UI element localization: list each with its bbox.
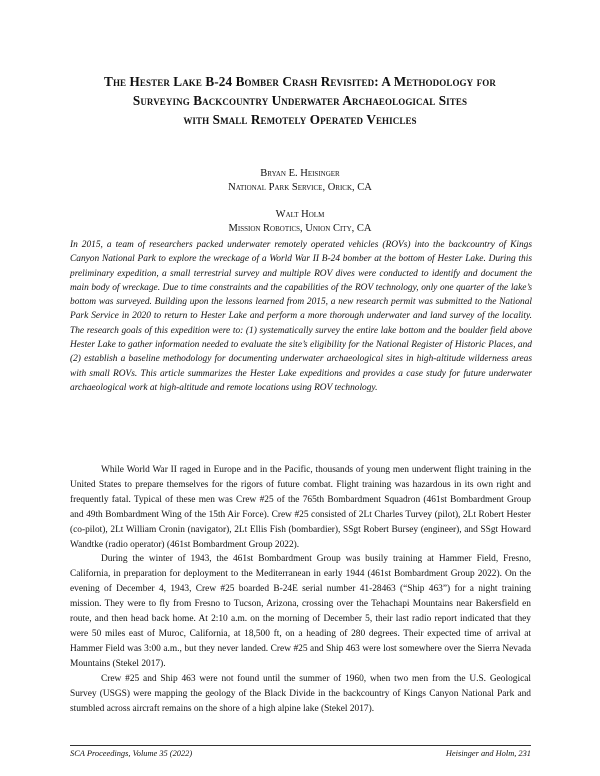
paper-title [40,72,560,129]
footer-rule [70,745,531,746]
body-paragraph: During the winter of 1943, the 461st Bombardment Group was busily training at Hammer Field, Fresno, California, in preparation for deployment to the Mediterranean in early 1944 (461st Bombardment Group 2022). On the evening of December 4, 1943, Crew #25 boarded B-24E serial number 41-28463 (“Ship 463”) for a night training mission. They were to fly from Fresno to Tucson, Arizona, crossing over the Tehachapi Mountains near Bakersfield en route, and then head back home. At 2:10 a.m. on the morning of December 5, their last radio report indicated that they were 50 miles east of Muroc, California, at 18,500 ft, on a heading of 280 degrees. Their expected time of arrival at Hammer Field was 3:00 a.m., but they never landed. Crew #25 and Ship 463 were lost somewhere over the Sierra Nevada Mountains (Stekel 2017). [70,554,531,669]
author-name: Bryan E. Heisinger [260,168,340,179]
body-paragraph: Crew #25 and Ship 463 were not found until the summer of 1960, when two men from the U.S. Geological Survey (USGS) were mapping the geology of the Black Divide in the backcountry of Kings Canyon National Park and stumbled across aircraft remains on the shore of a high alpine lake (Stekel 2017). [70,673,531,714]
author-block [60,208,540,236]
author-affiliation: National Park Service, Orick, CA [228,182,372,193]
title-line: The Hester Lake B-24 Bomber Crash Revisited: A Methodology for [104,74,496,89]
author-affiliation: Mission Robotics, Union City, CA [228,223,372,234]
abstract: In 2015, a team of researchers packed underwater remotely operated vehicles (ROVs) into the backcountry of Kings Canyon National Park to explore the wreckage of a World War II B-24 bomber at the bottom of Hester Lake. During this preliminary expedition, a small terrestrial survey and multiple ROV dives were conducted to identify and document the main body of wreckage. Due to time constraints and the capabilities of the ROV technology, only one quarter of the lake’s bottom was surveyed. Building upon the lessons learned from 2015, a new research permit was submitted to the National Park Service in 2020 to return to Hester Lake and perform a more thorough underwater and land survey of the locality. The research goals of this expedition were to: (1) systematically survey the entire lake bottom and the boulder field above Hester Lake to gather information needed to evaluate the site’s eligibility for the National Register of Historic Places, and (2) establish a baseline methodology for documenting underwater archaeological sites in high-altitude wilderness areas with small ROVs. This article summarizes the Hester Lake expeditions and provides a case study for future underwater archaeological work at high-altitude and remote locations using ROV technology. [70,240,532,393]
title-line: with Small Remotely Operated Vehicles [183,112,417,127]
body-text [70,463,531,716]
footer-page-number: Heisinger and Holm, 231 [445,749,531,758]
author-block [60,167,540,195]
author-name: Walt Holm [275,209,325,220]
title-line: Surveying Backcountry Underwater Archaeological Sites [132,93,468,108]
footer-journal: SCA Proceedings, Volume 35 (2022) [70,749,193,758]
body-paragraph: While World War II raged in Europe and in the Pacific, thousands of young men underwent flight training in the United States to prepare themselves for the rigors of future combat. Flight training was hazardous in its own right and frequently fatal. Typical of these men was Crew #25 of the 765th Bombardment Squadron (461st Bombardment Group and 49th Bombardment Wing of the 15th Air Force). Crew #25 consisted of 2Lt Charles Turvey (pilot), 2Lt Robert Hester (co-pilot), 2Lt William Cronin (navigator), 2Lt Ellis Fish (bombardier), SSgt Robert Bursey (engineer), and SSgt Howard Wandtke (radio operator) (461st Bombardment Group 2022). [70,465,531,550]
